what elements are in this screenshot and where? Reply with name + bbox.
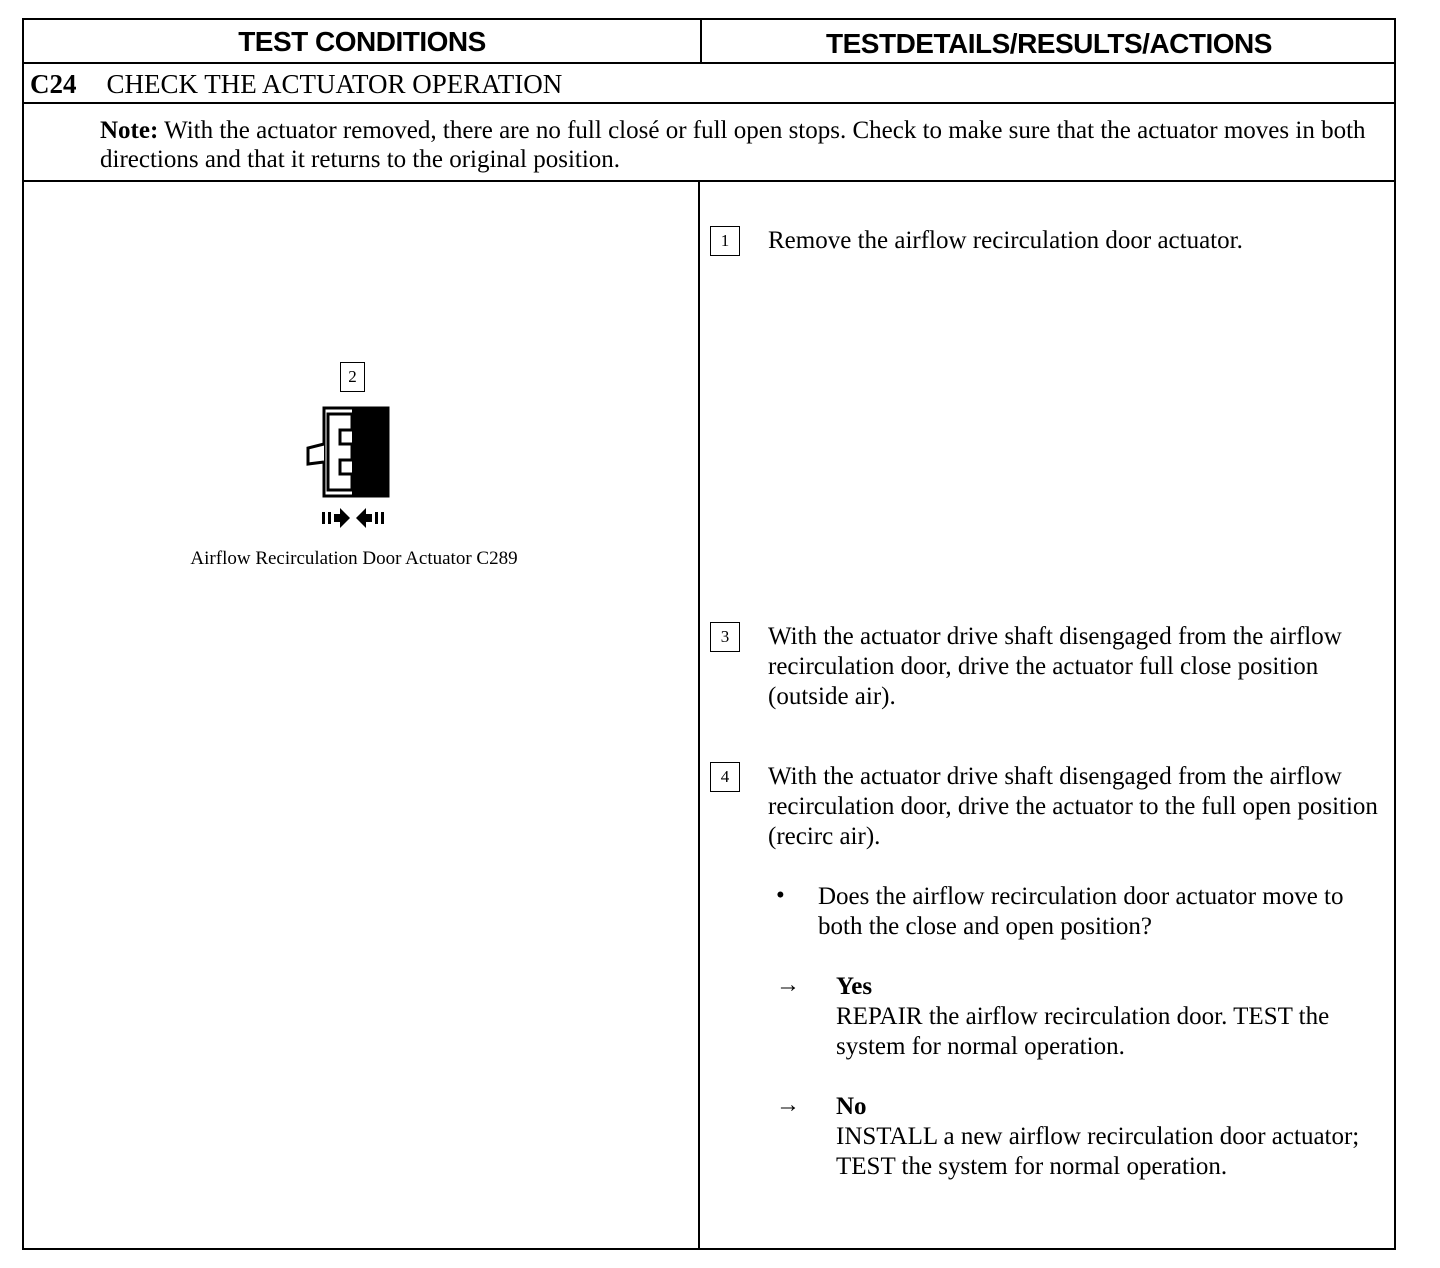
test-table bbox=[22, 18, 1396, 1250]
step-4-text: With the actuator drive shaft disengaged from the airflow recirculation door, drive the actuator to the full open position (recirc air). bbox=[768, 763, 1378, 850]
answer-yes-label: Yes bbox=[836, 973, 873, 1000]
divider-body-columns bbox=[698, 180, 700, 1248]
step-3-text: With the actuator drive shaft disengaged from the airflow recirculation door, drive the actuator full close position (outside air). bbox=[768, 623, 1342, 710]
figure-step-number: 2 bbox=[340, 362, 365, 392]
divider-under-test-title bbox=[24, 102, 1394, 104]
test-title: CHECK THE ACTUATOR OPERATION bbox=[106, 68, 563, 99]
answer-no-label: No bbox=[836, 1093, 867, 1120]
test-id: C24 bbox=[30, 68, 77, 99]
figure-caption: Airflow Recirculation Door Actuator C289 bbox=[190, 548, 518, 569]
actuator-body-dark bbox=[352, 408, 388, 496]
note-text: With the actuator removed, there are no full closé or full open stops. Check to make sure that the actuator moves in both directions and that it returns to the original position. bbox=[100, 117, 1366, 173]
actuator-diagram bbox=[300, 404, 400, 544]
actuator-connector bbox=[328, 414, 352, 490]
note-label: Note: bbox=[100, 117, 159, 144]
divider-header-columns bbox=[700, 20, 702, 62]
question-text: Does the airflow recirculation door actuator move to both the close and open position? bbox=[818, 883, 1344, 940]
answer-yes-text: REPAIR the airflow recirculation door. TEST the system for normal operation. bbox=[836, 1003, 1330, 1060]
divider-under-note bbox=[24, 180, 1394, 182]
question-bullet: • bbox=[776, 882, 785, 909]
header-test-conditions: TEST CONDITIONS bbox=[238, 26, 486, 57]
note bbox=[100, 116, 1380, 174]
header-test-details: TESTDETAILS/RESULTS/ACTIONS bbox=[826, 28, 1272, 59]
direction-arrows-icon bbox=[322, 508, 384, 528]
step-3-number: 3 bbox=[710, 622, 740, 652]
step-1-text: Remove the airflow recirculation door actuator. bbox=[768, 227, 1243, 254]
actuator-tab bbox=[308, 444, 324, 464]
step-4-number: 4 bbox=[710, 762, 740, 792]
step-1-number: 1 bbox=[710, 226, 740, 256]
arrow-right-icon: → bbox=[776, 972, 800, 998]
answer-no-text: INSTALL a new airflow recirculation door actuator; TEST the system for normal operation. bbox=[836, 1123, 1360, 1180]
test-title-row bbox=[30, 66, 562, 102]
answer-yes bbox=[836, 972, 1396, 1062]
arrow-right-icon: → bbox=[776, 1092, 800, 1118]
divider-under-header bbox=[24, 62, 1394, 64]
answer-no bbox=[836, 1092, 1366, 1182]
